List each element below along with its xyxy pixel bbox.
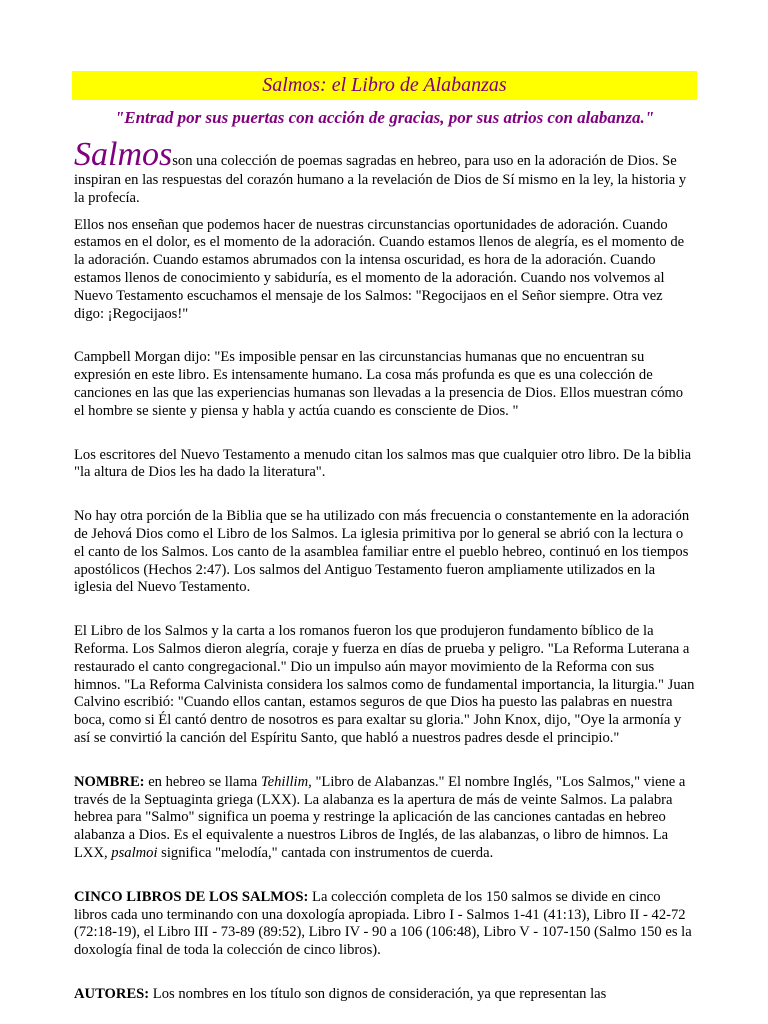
section-nombre [74, 774, 696, 863]
nombre-text-1: en hebreo se llama [144, 773, 261, 790]
section-cinco-libros [74, 889, 696, 960]
page-title: Salmos: el Libro de Alabanzas [262, 74, 507, 96]
intro-paragraph [74, 138, 696, 208]
epigraph-quote: "Entrad por sus puertas con acción de gracias, por sus atrios con alabanza." [114, 108, 655, 127]
section-autores [74, 986, 696, 1004]
paragraph-morgan: Campbell Morgan dijo: "Es imposible pensar en las circunstancias humanas que no encuentran su expresión en este libro. Es intensamente humano. La cosa más profunda es que es una colección de canciones en las que las experiencias humanas son llevadas a la presencia de Dios. Ellos muestran cómo el hombre se siente y piensa y habla y actúa cuando es consciente de Dios. " [74, 349, 684, 419]
document-body [74, 138, 696, 1004]
nombre-heading: NOMBRE: [74, 773, 145, 790]
nombre-term-tehillim: Tehillim, [260, 773, 312, 790]
paragraph-adoracion-iglesia: No hay otra porción de la Biblia que se ha utilizado con más frecuencia o constantemente en la adoración de Jehová Dios como el Libro de los Salmos. La iglesia primitiva por lo general se abrió con la lectura o el canto de los Salmos. Los canto de la asamblea familiar entre el pueblo hebreo, continuó en los tiempos apostólicos (Hechos 2:47). Los salmos del Antiguo Testamento fueron ampliamente utilizados en la iglesia del Nuevo Testamento. [74, 508, 690, 596]
cinco-heading: CINCO LIBROS DE LOS SALMOS: [74, 888, 309, 905]
paragraph-reforma: El Libro de los Salmos y la carta a los romanos fueron los que produjeron fundamento bíblico de la Reforma. Los Salmos dieron alegría, coraje y fuerza en días de prueba y peligro. "La Reforma Luterana a restaurado el canto congregacional." Dio un impulso aún mayor movimiento de la Reforma con sus himnos. "La Reforma Calvinista considera los salmos como de fundamental importancia, la liturgia." Juan Calvino escribió: "Cuando ellos cantan, estamos seguros de que Dios ha puesto las palabras en nuestra boca, como si Él cantó dentro de nosotros es para exaltar su gloria." John Knox, dijo, "Oye la armonía y así se convirtió la canción del Espíritu Santo, que habló a nuestros padres desde el principio." [74, 623, 695, 746]
nombre-text-2: "Libro de Alabanzas." El nombre Inglés, "Los Salmos," viene a través de la Septuaginta griega (LXX). La alabanza es la apertura de más de veinte Salmos. La palabra hebrea para "Salmo" significa un poema y restringe la aplicación de las canciones cantadas en hebreo alabanza a Dios. Es el equivalente a nuestros Libros de Inglés, de las alabanzas, o libro de himnos. La LXX, [74, 773, 686, 861]
paragraph-adoracion: Ellos nos enseñan que podemos hacer de nuestras circunstancias oportunidades de adoración. Cuando estamos en el dolor, es el momento de la adoración. Cuando estamos llenos de alegría, es el momento de la adoración. Cuando estamos abrumados con la intensa oscuridad, es hora de la adoración. Cuando estamos llenos de conocimiento y sabiduría, es el momento de la adoración. Cuando nos volvemos al Nuevo Testamento escuchamos el mensaje de los Salmos: "Regocijaos en el Señor siempre. Otra vez digo: ¡Regocijaos!" [74, 216, 685, 322]
lead-word: Salmos [74, 136, 173, 173]
title-banner [72, 71, 697, 100]
autores-heading: AUTORES: [74, 985, 150, 1002]
nombre-term-psalmoi: psalmoi [111, 844, 158, 861]
nombre-text-3: significa "melodía," cantada con instrumentos de cuerda. [157, 844, 494, 861]
cinco-text: La colección completa de los 150 salmos se divide en cinco libros cada uno terminando con una doxología apropiada. Libro I - Salmos 1-41 (41:13), Libro II - 42-72 (72:18-19), el Libro III - 73-89 (89:52), Libro IV - 90 a 106 (106:48), Libro V - 107-150 (Salmo 150 es la doxología final de toda la colección de cinco libros). [74, 888, 692, 959]
autores-text: Los nombres en los título son dignos de consideración, ya que representan las [149, 985, 607, 1002]
intro-text: son una colección de poemas sagradas en hebreo, para uso en la adoración de Dios. Se inspiran en las respuestas del corazón humano a la revelación de Dios de Sí mismo en la ley, la historia y la profecía. [74, 153, 687, 206]
paragraph-nuevo-testamento: Los escritores del Nuevo Testamento a menudo citan los salmos mas que cualquier otro libro. De la biblia "la altura de Dios les ha dado la literatura". [74, 446, 692, 481]
